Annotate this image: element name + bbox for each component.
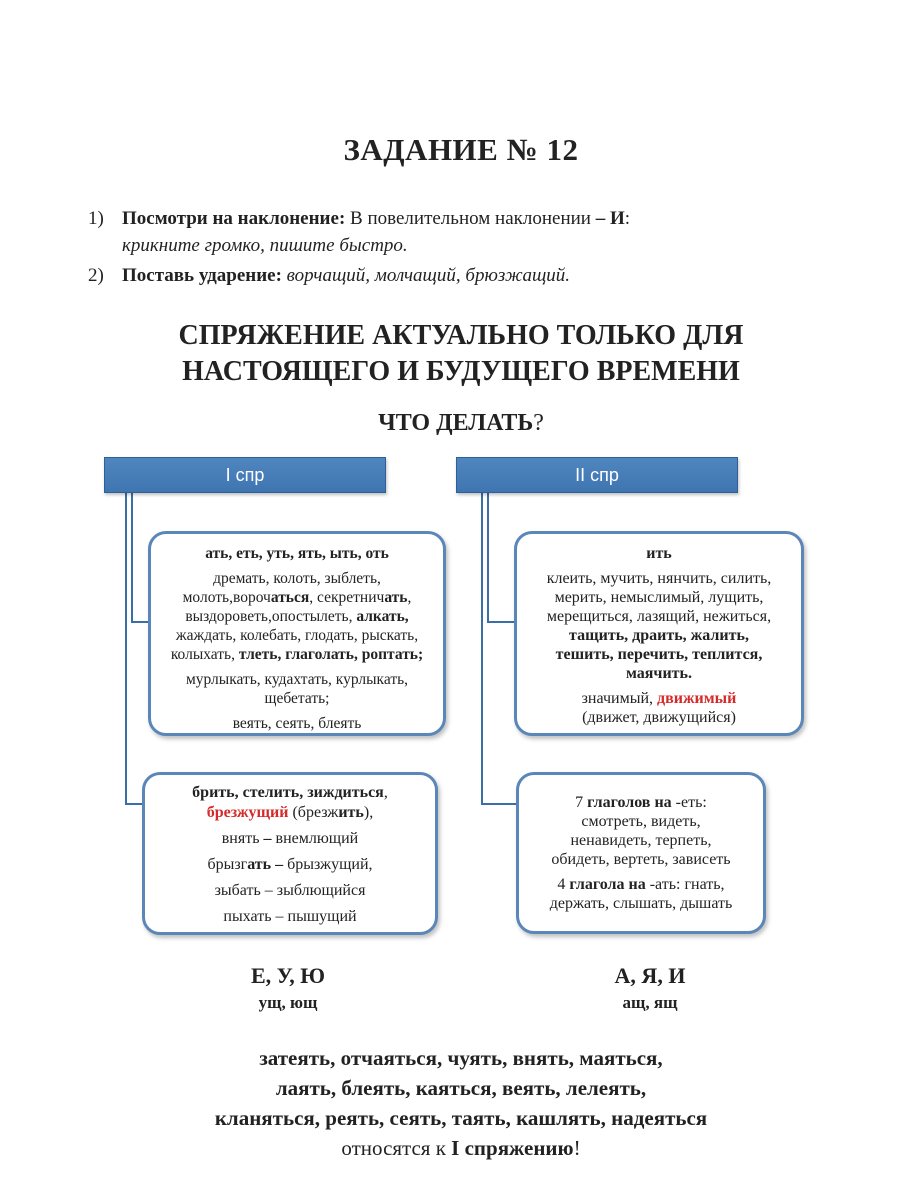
rule-number: 1)	[88, 208, 104, 229]
rule-example: крикните громко, пишите быстро.	[122, 235, 408, 256]
card-line: зыбать – зыблющийся	[214, 882, 366, 899]
exceptions-line: затеять, отчаяться, чуять, внять, маяться,	[259, 1046, 663, 1070]
connector-right-branch-2	[481, 803, 519, 805]
text: тлеть, глаголать, роптать;	[238, 646, 424, 663]
text: ,	[407, 589, 412, 606]
suffix-second: ащ, ящ	[622, 993, 678, 1012]
connector-left-inner	[131, 493, 133, 623]
card-line: тащить, драить, жалить,	[569, 627, 749, 644]
card-line	[145, 783, 435, 803]
endings-first: Е, У, Ю	[250, 963, 325, 988]
card-line: (движет, движущийся)	[582, 709, 736, 726]
rule-label: Поставь ударение:	[122, 265, 282, 286]
card-line: мурлыкать, кудахтать, курлыкать,	[185, 671, 409, 688]
text: –	[271, 856, 288, 873]
text: 4	[557, 876, 570, 893]
highlight: брезжущий	[206, 804, 289, 821]
connector-right-inner	[487, 493, 489, 623]
rule-label: Посмотри на наклонение:	[122, 208, 346, 229]
card-line: мерить, немыслимый, лущить,	[554, 589, 764, 606]
exceptions-line: кланяться, реять, сеять, таять, кашлять, надеяться	[214, 1106, 708, 1130]
text: брить, стелить, зиждиться	[192, 784, 384, 801]
card-line	[519, 875, 763, 894]
card-line: смотреть, видеть,	[581, 813, 701, 830]
card-line: держать, слышать, дышать	[549, 895, 733, 912]
card-line	[151, 588, 443, 607]
text: внять	[221, 830, 264, 847]
text: относятся к	[341, 1136, 452, 1160]
card-line: клеить, мучить, нянчить, силить,	[546, 570, 772, 587]
connector-left-outer	[125, 493, 127, 805]
text: значимый,	[581, 690, 657, 707]
card-line	[151, 607, 443, 626]
card-first-conjugation-endings	[148, 531, 446, 736]
card-line: мерещиться, лазящий, нежиться,	[546, 608, 772, 625]
card-endings: ать, еть, уть, ять, ыть, оть	[205, 545, 389, 562]
rule-number: 2)	[88, 265, 104, 286]
card-line	[151, 645, 443, 664]
text: выздороветь,опостылеть,	[185, 608, 357, 625]
text: аться	[270, 589, 310, 606]
card-line	[145, 829, 435, 849]
exceptions-block	[0, 1043, 922, 1163]
suffix-first: ущ, ющ	[258, 993, 318, 1012]
text: глаголов на	[587, 794, 672, 811]
connector-right-branch-1	[487, 621, 517, 623]
card-line: щебетать;	[264, 690, 330, 707]
text: -ать: гнать,	[645, 876, 725, 893]
card-endings: ить	[646, 545, 672, 562]
rule-example: ворчащий, молчащий, брюзжащий.	[286, 265, 571, 286]
text: ),	[363, 804, 374, 821]
connector-right-outer	[481, 493, 483, 805]
text: ,	[383, 784, 388, 801]
card-line: пыхать – пышущий	[223, 908, 357, 925]
card-line	[517, 689, 801, 708]
text: ить	[338, 804, 364, 821]
text: внемлющий	[271, 830, 359, 847]
text: !	[573, 1136, 581, 1160]
exceptions-conclusion	[0, 1133, 922, 1163]
text: алкать,	[356, 608, 409, 625]
exceptions-line: лаять, блеять, каяться, веять, лелеять,	[275, 1076, 647, 1100]
rule-2	[88, 262, 570, 289]
text: брызг	[207, 856, 248, 873]
card-second-conjugation-endings	[514, 531, 804, 736]
text: -еть:	[671, 794, 707, 811]
header-first-conjugation: I спр	[104, 457, 386, 493]
text: I спряжению	[451, 1136, 574, 1160]
page-title: ЗАДАНИЕ № 12	[343, 132, 579, 167]
text: глагола на	[569, 876, 646, 893]
rule-dash: – И	[595, 208, 625, 229]
text: ать	[384, 589, 408, 606]
endings-second: А, Я, И	[614, 963, 686, 988]
card-line	[519, 793, 763, 812]
card-line: тешить, перечить, теплится,	[555, 646, 763, 663]
rule-text: В повелительном наклонении	[345, 208, 596, 229]
text: колыхать,	[170, 646, 239, 663]
question-mark: ?	[533, 410, 544, 436]
card-line: жаждать, колебать, глодать, рыскать,	[175, 627, 419, 644]
card-first-conjugation-exceptions	[142, 772, 438, 935]
card-second-conjugation-exceptions	[516, 772, 766, 934]
card-line: маячить.	[625, 665, 692, 682]
header-second-conjugation: II спр	[456, 457, 738, 493]
highlight: движимый	[657, 690, 737, 707]
text: –	[263, 830, 272, 847]
text: молоть,вороч	[182, 589, 271, 606]
section-heading-line-2: НАСТОЯЩЕГО И БУДУЩЕГО ВРЕМЕНИ	[182, 356, 740, 387]
question-text: ЧТО ДЕЛАТЬ	[378, 410, 534, 436]
question	[0, 410, 922, 437]
card-line	[145, 855, 435, 875]
rule-colon: :	[624, 208, 631, 229]
card-line: ненавидеть, терпеть,	[570, 832, 712, 849]
card-line	[145, 803, 435, 823]
text: ать	[247, 856, 272, 873]
card-line: веять, сеять, блеять	[232, 715, 362, 732]
section-heading-line-1: СПРЯЖЕНИЕ АКТУАЛЬНО ТОЛЬКО ДЛЯ	[178, 320, 744, 351]
card-line: обидеть, вертеть, зависеть	[551, 851, 731, 868]
rule-1	[88, 205, 630, 259]
text: , секретнич	[309, 589, 385, 606]
card-line: дремать, колоть, зыблеть,	[213, 570, 381, 587]
text: брызжущий,	[287, 856, 373, 873]
text: 7	[575, 794, 588, 811]
text: (брезж	[288, 804, 339, 821]
